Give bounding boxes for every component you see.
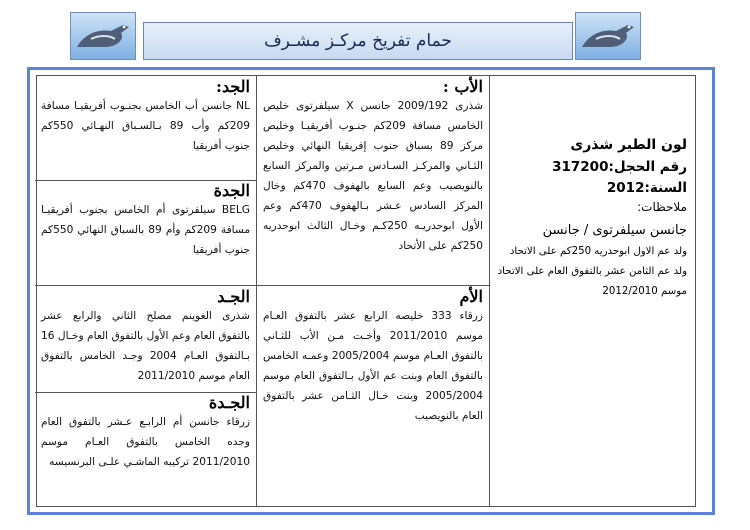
paternal-grandfather-cell <box>41 78 250 156</box>
bird-info-column <box>490 76 695 506</box>
divider <box>35 285 256 286</box>
bird-year: السنة:2012 <box>606 180 687 196</box>
mother-text: زرقاء 333 خليصه الرابع عشر بالتفوق العـام موسم 2011/2010 وأخـت مـن الأب للثـاني بالتفوق العـام موسم 2005/2004 وعمـه الخامس بالتفوق العام وبنت عم الأول بـالتفوق العام موسم 2005/2004 وبنت خـال الثـامن عشر بالتفوق العام بالنويصيب <box>263 310 484 422</box>
breed-line: جانسن سيلفرتوى / جانسن <box>542 223 687 238</box>
pigeon-icon <box>576 13 640 59</box>
divider <box>257 285 489 286</box>
mother-label: الأم <box>459 287 483 306</box>
father-text: شذرى 2009/192 جانسن X سيلفرتوى خليص الخامس مسافة 209كم جنـوب أفريقيـا وخليص مركز 89 بسباق جنوب إفريقيا النهائي وخليص الثـاني والمركـز السـادس مـرتين والمركز السابع بالنويصيب وعم السابع بالهفوف 470كم وخال المركز السادس عـشر بـالهفوف 470كم وعم الأول ابوحدريـه 250كـم وخـال الثالث ابوحدريه 250كم على الأتحاد <box>263 100 484 252</box>
paternal-grandmother-label: الجدة <box>213 181 250 200</box>
pedigree-table <box>36 75 696 507</box>
paternal-grandmother-text: BELG سيلفرتوى أم الخامس بجنوب أفريقيـا مسافة 209كم وأم 89 بالسباق النهائي 550كم جنوب أفريقيا <box>41 204 251 256</box>
paternal-grandfather-label: الجد: <box>216 77 250 96</box>
bird-note: ولد عم الاول ابوحدريه 250كم على الاتحاد ولد عم الثامن عشر بالتفوق العام على الاتحاد موسم 2012/2010 <box>497 246 687 297</box>
grandparents-column <box>35 76 256 506</box>
father-cell <box>263 78 483 256</box>
maternal-grandfather-label: الجـد <box>217 287 250 306</box>
bird-info <box>494 134 687 302</box>
pigeon-logo-right <box>575 12 641 60</box>
mother-cell <box>263 288 483 426</box>
paternal-grandfather-text: NL جانسن أب الخامس بجنـوب أفريقيـا مسافة 209كم وأب 89 بـالسـباق النهـائي 550كم جنوب أفريقيا <box>41 100 250 152</box>
father-label: الأب : <box>442 77 483 96</box>
parents-column <box>256 76 490 506</box>
page-title: حمام تفريخ مركـز مشـرف <box>143 22 573 60</box>
bird-color: لون الطير شذرى <box>570 137 687 153</box>
pigeon-icon <box>71 13 135 59</box>
maternal-grandfather-cell <box>41 288 250 386</box>
maternal-grandmother-label: الجـدة <box>208 393 250 412</box>
paternal-grandmother-cell <box>41 182 250 260</box>
maternal-grandmother-cell <box>41 394 250 472</box>
maternal-grandfather-text: شذرى الغوينم مصلح الثاني والرابع عشر بالتفوق العام وعم الأول بالتفوق العام وخـال 16 بـالتفوق العـام 2004 وجـد الخامس بالتفوق العام موسم 2011/2010 <box>41 310 250 382</box>
pigeon-logo-left <box>70 12 136 60</box>
ring-number: رقم الحجل:317200 <box>552 159 687 175</box>
maternal-grandmother-text: زرقاء جانسن أم الرابـع عـشر بالتفوق العام وجده الخامس بالتفوق العـام موسم 2011/2010 تركيبه الماشـي علـى البرنسيسه <box>41 416 250 468</box>
notes-label: ملاحظات: <box>637 200 687 214</box>
